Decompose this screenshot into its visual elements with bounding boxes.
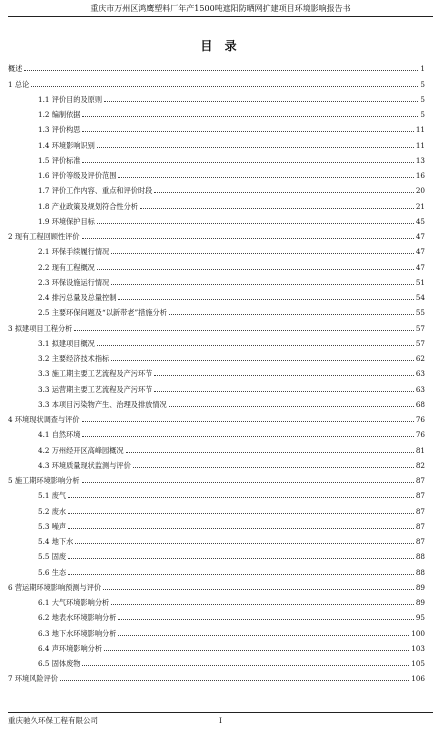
toc-entry-page: 88 xyxy=(415,552,425,562)
toc-entry-label: 5.6 生态 xyxy=(38,567,67,577)
footer-company: 重庆驰久环保工程有限公司 xyxy=(8,716,98,725)
toc-leader-dots xyxy=(133,467,414,468)
toc-entry-page: 57 xyxy=(415,323,425,333)
toc-entry-label: 2.1 环保手续履行情况 xyxy=(38,247,110,257)
toc-leader-dots xyxy=(169,314,414,315)
toc-entry-page: 13 xyxy=(415,155,425,165)
toc-entry-page: 81 xyxy=(415,445,425,455)
toc-leader-dots xyxy=(154,375,414,376)
toc-leader-dots xyxy=(68,574,414,575)
toc-entry-label: 6.3 地下水环境影响分析 xyxy=(38,628,117,638)
toc-leader-dots xyxy=(82,436,413,437)
toc-entry-label: 4.3 环境质量现状监测与评价 xyxy=(38,460,131,470)
toc-entry[interactable] xyxy=(8,134,425,149)
toc-leader-dots xyxy=(111,360,414,361)
toc-entry[interactable] xyxy=(8,470,425,485)
toc-entry[interactable] xyxy=(8,165,425,180)
toc-entry[interactable] xyxy=(8,256,425,271)
toc-entry[interactable] xyxy=(8,58,425,73)
toc-leader-dots xyxy=(154,192,414,193)
toc-entry[interactable] xyxy=(8,104,425,119)
toc-entry[interactable] xyxy=(8,668,425,683)
toc-entry[interactable] xyxy=(8,638,425,653)
page-footer xyxy=(8,712,433,727)
toc-entry-label: 4 环境现状调查与评价 xyxy=(8,415,80,424)
toc-entry[interactable] xyxy=(8,455,425,470)
toc-entry[interactable] xyxy=(8,607,425,622)
toc-entry-page: 63 xyxy=(415,384,425,394)
toc-leader-dots xyxy=(82,162,413,163)
toc-entry-label: 3.3 本项目污染物产生、治理及排放情况 xyxy=(38,399,167,409)
toc-entry-page: 63 xyxy=(415,369,425,379)
toc-entry-label: 5.4 地下水 xyxy=(38,537,74,546)
toc-entry-page: 89 xyxy=(415,598,425,607)
toc-entry[interactable] xyxy=(8,394,425,409)
toc-entry-page: 57 xyxy=(415,338,425,348)
toc-leader-dots xyxy=(24,70,418,71)
toc-leader-dots xyxy=(118,177,413,178)
toc-entry[interactable] xyxy=(8,73,425,88)
toc-entry[interactable] xyxy=(8,531,425,546)
toc-entry-page: 103 xyxy=(411,643,425,653)
footer-page-number: I xyxy=(219,716,222,725)
toc-leader-dots xyxy=(97,147,414,148)
toc-leader-dots xyxy=(82,116,418,117)
toc-entry-label: 6.5 固体废物 xyxy=(38,659,81,668)
running-header: 重庆市万州区鸿鹰塑料厂年产1500吨遮阳防晒网扩建项目环境影响报告书 xyxy=(8,4,433,17)
toc-entry-page: 100 xyxy=(411,628,425,638)
toc-entry-label: 5.2 废水 xyxy=(38,506,67,516)
toc-entry-label: 1.7 评价工作内容、重点和评价时段 xyxy=(38,186,153,196)
toc-entry-label: 1 总论 xyxy=(8,79,30,89)
toc-entry-page: 54 xyxy=(415,293,425,302)
toc-leader-dots xyxy=(118,635,409,636)
toc-entry[interactable] xyxy=(8,546,425,561)
toc-entry-page: 5 xyxy=(420,79,425,89)
toc-entry-label: 概述 xyxy=(8,64,23,74)
toc-entry-label: 5.5 固废 xyxy=(38,552,67,562)
toc-entry-label: 2.2 现有工程概况 xyxy=(38,262,95,272)
toc-entry-page: 87 xyxy=(415,521,425,531)
toc-leader-dots xyxy=(111,253,414,254)
toc-entry[interactable] xyxy=(8,561,425,576)
toc-leader-dots xyxy=(82,665,409,666)
toc-leader-dots xyxy=(82,131,413,132)
toc-entry-page: 87 xyxy=(415,491,425,501)
table-of-contents xyxy=(8,58,425,683)
toc-entry-label: 4.2 万州经开区高峰园概况 xyxy=(38,445,124,455)
toc-entry[interactable] xyxy=(8,302,425,317)
toc-entry[interactable] xyxy=(8,180,425,195)
toc-entry-label: 1.8 产业政策及规划符合性分析 xyxy=(38,201,138,211)
toc-entry[interactable] xyxy=(8,272,425,287)
toc-leader-dots xyxy=(82,238,414,239)
toc-entry-page: 76 xyxy=(415,430,425,440)
toc-entry[interactable] xyxy=(8,577,425,592)
toc-entry[interactable] xyxy=(8,211,425,226)
toc-entry-label: 6.4 声环境影响分析 xyxy=(38,643,103,653)
toc-entry-label: 6 营运期环境影响预测与评价 xyxy=(8,582,102,592)
toc-entry-page: 5 xyxy=(420,110,425,119)
toc-entry-page: 95 xyxy=(415,613,425,623)
toc-entry[interactable] xyxy=(8,317,425,332)
toc-entry-page: 45 xyxy=(415,216,425,226)
toc-entry[interactable] xyxy=(8,333,425,348)
toc-leader-dots xyxy=(68,558,414,559)
toc-entry[interactable] xyxy=(8,241,425,256)
toc-entry-page: 62 xyxy=(415,354,425,363)
toc-entry-page: 47 xyxy=(415,262,425,272)
toc-entry-label: 6.1 大气环境影响分析 xyxy=(38,598,110,607)
toc-entry-label: 7 环境风险评价 xyxy=(8,674,58,684)
toc-entry[interactable] xyxy=(8,226,425,241)
toc-entry-page: 87 xyxy=(415,537,425,546)
toc-entry[interactable] xyxy=(8,592,425,607)
toc-entry-label: 1.4 环境影响识别 xyxy=(38,140,95,150)
toc-leader-dots xyxy=(154,391,414,392)
toc-entry-page: 87 xyxy=(415,506,425,516)
toc-leader-dots xyxy=(103,589,414,590)
toc-entry-page: 20 xyxy=(415,186,425,196)
toc-leader-dots xyxy=(111,604,414,605)
toc-entry-page: 89 xyxy=(415,582,425,592)
toc-entry-page: 88 xyxy=(415,567,425,577)
toc-entry-page: 68 xyxy=(415,399,425,409)
toc-entry[interactable] xyxy=(8,424,425,439)
toc-entry[interactable] xyxy=(8,653,425,668)
toc-leader-dots xyxy=(118,619,413,620)
toc-entry[interactable] xyxy=(8,485,425,500)
toc-entry-page: 5 xyxy=(420,94,425,104)
toc-entry-page: 82 xyxy=(415,460,425,470)
toc-entry-label: 1.1 评价目的及原则 xyxy=(38,94,103,104)
toc-entry[interactable] xyxy=(8,439,425,454)
toc-leader-dots xyxy=(111,284,414,285)
toc-entry[interactable] xyxy=(8,500,425,515)
toc-entry-page: 51 xyxy=(415,277,425,287)
toc-entry[interactable] xyxy=(8,150,425,165)
toc-title: 目 录 xyxy=(200,39,241,53)
toc-leader-dots xyxy=(169,406,414,407)
toc-leader-dots xyxy=(31,86,418,87)
toc-entry[interactable] xyxy=(8,195,425,210)
toc-entry-label: 3.2 主要经济技术指标 xyxy=(38,354,110,363)
toc-entry-label: 2 现有工程回顾性评价 xyxy=(8,232,80,241)
toc-leader-dots xyxy=(118,299,413,300)
toc-entry-page: 106 xyxy=(411,674,425,684)
toc-entry[interactable] xyxy=(8,119,425,134)
toc-entry-label: 1.6 评价等级及评价范围 xyxy=(38,171,117,180)
toc-leader-dots xyxy=(82,482,414,483)
toc-leader-dots xyxy=(68,528,414,529)
toc-entry[interactable] xyxy=(8,287,425,302)
toc-leader-dots xyxy=(75,543,414,544)
toc-leader-dots xyxy=(60,680,409,681)
toc-entry-label: 3.3 施工期主要工艺流程及产污环节 xyxy=(38,369,153,379)
toc-entry-label: 6.2 地表水环境影响分析 xyxy=(38,613,117,623)
toc-entry-page: 47 xyxy=(415,232,425,241)
toc-entry-page: 87 xyxy=(415,476,425,485)
toc-entry-page: 11 xyxy=(415,140,425,150)
toc-entry-label: 1.9 环境保护目标 xyxy=(38,216,95,226)
toc-entry-page: 47 xyxy=(415,247,425,257)
toc-entry-label: 5.3 噪声 xyxy=(38,521,67,531)
toc-entry-page: 16 xyxy=(415,171,425,180)
toc-entry[interactable] xyxy=(8,378,425,393)
toc-leader-dots xyxy=(97,223,414,224)
toc-entry-label: 3 拟建项目工程分析 xyxy=(8,323,73,333)
toc-entry[interactable] xyxy=(8,363,425,378)
toc-entry[interactable] xyxy=(8,516,425,531)
toc-leader-dots xyxy=(140,208,414,209)
toc-entry[interactable] xyxy=(8,348,425,363)
toc-entry-label: 4.1 自然环境 xyxy=(38,430,81,440)
toc-entry-page: 21 xyxy=(415,201,425,211)
toc-entry-label: 2.3 环保设施运行情况 xyxy=(38,277,110,287)
toc-entry-label: 1.2 编制依据 xyxy=(38,110,81,119)
toc-entry-label: 3.1 拟建项目概况 xyxy=(38,338,95,348)
toc-entry-page: 11 xyxy=(415,125,425,135)
toc-entry-page: 1 xyxy=(420,64,425,74)
toc-entry-page: 55 xyxy=(415,308,425,318)
toc-leader-dots xyxy=(126,452,414,453)
toc-leader-dots xyxy=(97,345,414,346)
toc-leader-dots xyxy=(104,650,409,651)
toc-leader-dots xyxy=(82,421,414,422)
toc-entry-label: 1.3 评价构思 xyxy=(38,125,81,135)
toc-entry[interactable] xyxy=(8,89,425,104)
toc-entry-label: 3.3 运营期主要工艺流程及产污环节 xyxy=(38,384,153,394)
toc-entry-page: 105 xyxy=(411,659,425,668)
toc-entry[interactable] xyxy=(8,409,425,424)
toc-entry-label: 2.5 主要环保问题及“以新带老”措施分析 xyxy=(38,308,167,318)
toc-entry[interactable] xyxy=(8,622,425,637)
toc-leader-dots xyxy=(74,330,413,331)
toc-entry-label: 5.1 废气 xyxy=(38,491,67,501)
toc-entry-label: 5 施工期环境影响分析 xyxy=(8,476,80,485)
toc-entry-page: 76 xyxy=(415,415,425,424)
toc-entry-label: 2.4 排污总量及总量控制 xyxy=(38,293,117,302)
toc-leader-dots xyxy=(104,101,418,102)
toc-entry-label: 1.5 评价标准 xyxy=(38,155,81,165)
toc-leader-dots xyxy=(97,269,414,270)
toc-leader-dots xyxy=(68,497,414,498)
toc-leader-dots xyxy=(68,513,414,514)
